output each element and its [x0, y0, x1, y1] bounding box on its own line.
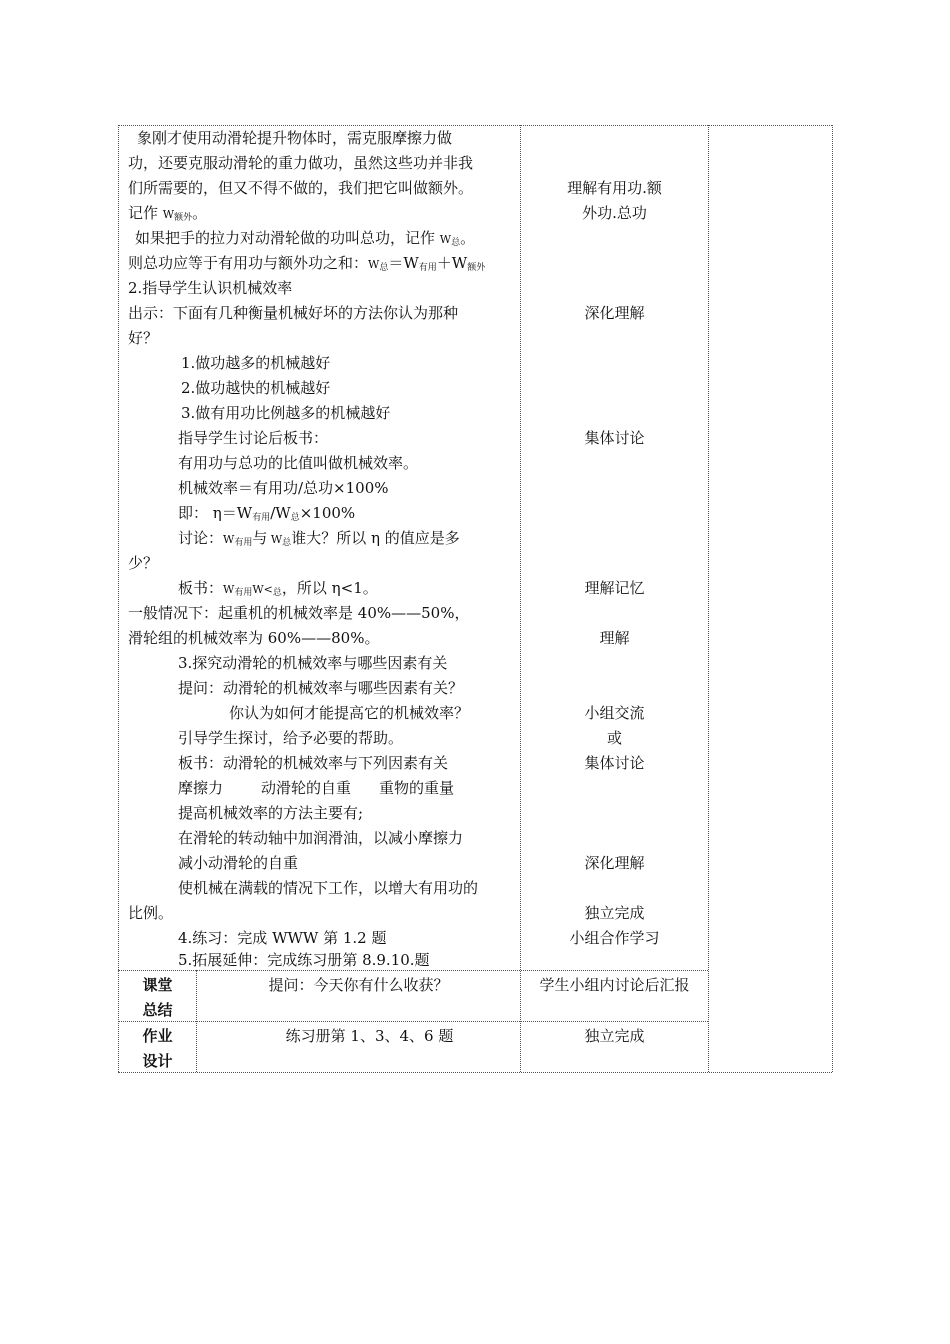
table-bottom-border	[118, 1072, 832, 1073]
summary-teacher-text: 提问：今天你有什么收获？	[268, 976, 449, 994]
student-activity: 小组交流	[584, 704, 645, 722]
formula-line: 机械效率＝有用功/总功×100%	[178, 479, 389, 497]
process-line: 少？	[128, 554, 159, 572]
student-activity: 理解记忆	[584, 579, 645, 597]
process-line: 板书：动滑轮的机械效率与下列因素有关	[178, 754, 449, 772]
process-line: 减小动滑轮的自重	[178, 854, 299, 872]
process-line: 指导学生讨论后板书：	[178, 429, 329, 447]
homework-header: 作业 设计	[142, 1027, 173, 1070]
list-item: 3.做有用功比例越多的机械越好	[181, 404, 391, 422]
summary-header: 课堂 总结	[142, 976, 173, 1019]
process-line: 好？	[128, 329, 159, 347]
process-line: 讨论：$W_{有用}$与 $W_总$谁大？所以 η 的值应是多	[178, 529, 460, 548]
factor-item: 重物的重量	[379, 779, 455, 797]
process-line: 5.拓展延伸：完成练习册第 8.9.10.题	[178, 951, 430, 969]
list-item: 2.做功越快的机械越好	[181, 379, 331, 397]
process-line: 比例。	[128, 904, 174, 922]
process-line: 们所需要的，但又不得不做的，我们把它叫做额外。	[128, 179, 474, 197]
process-line: 记作 $W_{额外}$。	[128, 204, 208, 223]
process-line: 使机械在满载的情况下工作，以增大有用功的	[178, 879, 479, 897]
process-line: 有用功与总功的比值叫做机械效率。	[178, 454, 419, 472]
process-line: 在滑轮的转动轴中加润滑油，以减小摩擦力	[178, 829, 464, 847]
process-line: 提问：动滑轮的机械效率与哪些因素有关？	[178, 679, 464, 697]
process-line: 出示：下面有几种衡量机械好坏的方法你认为那种	[128, 304, 459, 322]
student-activity: 集体讨论	[584, 754, 645, 772]
factor-item: 摩擦力	[178, 779, 224, 797]
student-activity: 深化理解	[584, 304, 645, 322]
summary-student-text: 学生小组内讨论后汇报	[539, 976, 690, 994]
process-line: 你认为如何才能提高它的机械效率？	[229, 704, 470, 722]
process-line: 引导学生探讨，给予必要的帮助。	[178, 729, 404, 747]
notes-column-divider	[708, 125, 709, 1072]
process-line: 如果把手的拉力对动滑轮做的功叫总功，记作 $W_总$。	[135, 229, 476, 248]
student-activity: 或	[606, 729, 622, 747]
factor-item: 动滑轮的自重	[261, 779, 352, 797]
process-line: 滑轮组的机械效率为 60%——80%。	[128, 629, 380, 647]
student-activity: 理解有用功.额	[567, 179, 662, 197]
student-activity: 外功.总功	[582, 204, 647, 222]
row-divider-homework	[118, 1021, 708, 1022]
process-line: 板书：$W_{有用}W<_总$，所以 η<1。	[178, 579, 378, 598]
table-right-border	[832, 125, 833, 1072]
student-activity: 理解	[599, 629, 630, 647]
section-heading: 2.指导学生认识机械效率	[128, 279, 293, 297]
student-activity: 集体讨论	[584, 429, 645, 447]
student-activity: 独立完成	[584, 904, 645, 922]
section-heading: 3.探究动滑轮的机械效率与哪些因素有关	[178, 654, 448, 672]
homework-teacher-text: 练习册第 1、3、4、6 题	[285, 1027, 454, 1045]
process-line: 一般情况下：起重机的机械效率是 40%——50%，	[128, 604, 470, 622]
process-line: 则总功应等于有用功与额外功之和：$W_总=W_{有用}+W_{额外}$	[128, 254, 486, 273]
process-line: 功，还要克服动滑轮的重力做功，虽然这些功并非我	[128, 154, 474, 172]
student-activity: 深化理解	[584, 854, 645, 872]
process-line: 象刚才使用动滑轮提升物体时，需克服摩擦力做	[137, 129, 453, 147]
row-divider-summary	[118, 970, 708, 971]
formula-line: 即： $\eta=W_{有用}/W_总\times 100\%$	[178, 504, 356, 523]
process-line: 4.练习：完成 WWW 第 1.2 题	[178, 929, 387, 947]
homework-student-text: 独立完成	[584, 1027, 645, 1045]
process-line: 提高机械效率的方法主要有;	[178, 804, 364, 822]
list-item: 1.做功越多的机械越好	[181, 354, 331, 372]
student-activity: 小组合作学习	[569, 929, 660, 947]
table-left-border	[118, 125, 119, 1072]
